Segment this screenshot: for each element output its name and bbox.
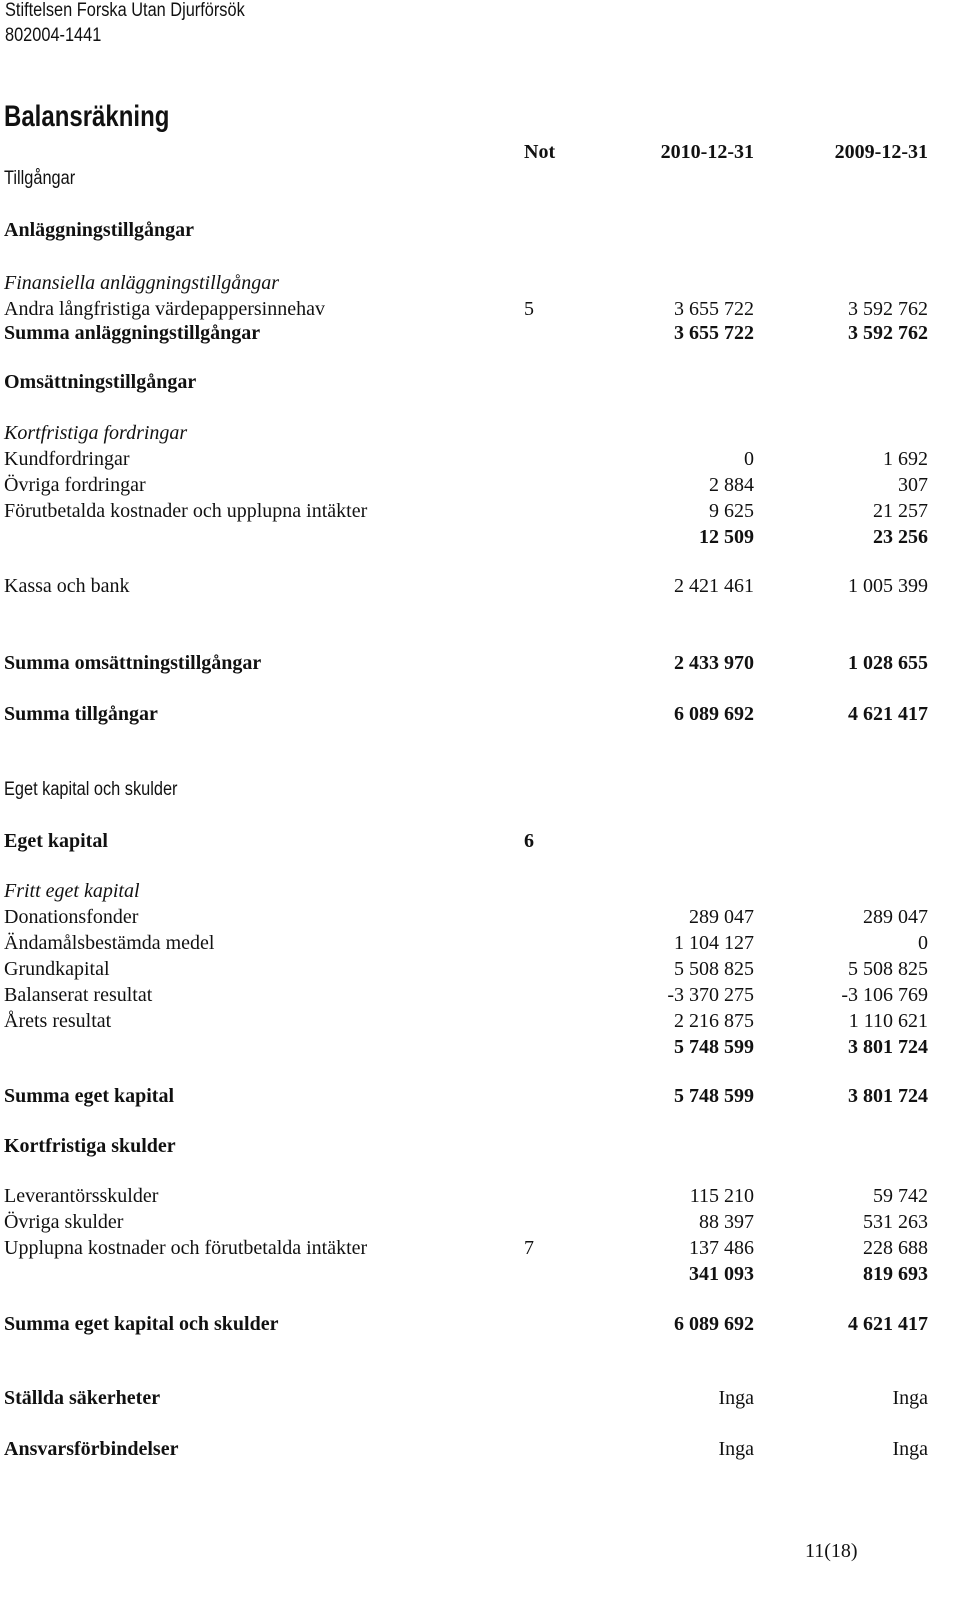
table-row <box>0 166 960 192</box>
row-label: Kortfristiga fordringar <box>4 422 188 444</box>
value-2009: 3 592 762 <box>848 322 928 344</box>
value-2010: 88 397 <box>699 1211 754 1233</box>
row-label: Ansvarsförbindelser <box>4 1438 179 1460</box>
table-row <box>0 1385 960 1411</box>
table-row <box>0 270 960 296</box>
table-row <box>0 982 960 1008</box>
table-row <box>0 1209 960 1235</box>
organization-number: 802004-1441 <box>5 25 102 46</box>
row-label: Fritt eget kapital <box>4 880 140 902</box>
table-row <box>0 650 960 676</box>
value-2010: 0 <box>744 448 754 470</box>
value-2010: 9 625 <box>709 500 754 522</box>
row-label: Summa eget kapital <box>4 1085 174 1107</box>
table-row <box>0 369 960 395</box>
table-row <box>0 573 960 599</box>
row-label: Eget kapital och skulder <box>4 779 178 800</box>
row-label: Balanserat resultat <box>4 984 153 1006</box>
value-2010: 2 433 970 <box>674 652 754 674</box>
value-2009: 23 256 <box>873 526 928 548</box>
value-2010: 341 093 <box>689 1263 754 1285</box>
table-row <box>0 420 960 446</box>
value-2009: 3 801 724 <box>848 1036 928 1058</box>
row-label: Övriga fordringar <box>4 474 146 496</box>
organization-name: Stiftelsen Forska Utan Djurförsök <box>5 0 245 21</box>
value-2009: 0 <box>918 932 928 954</box>
table-row <box>0 1008 960 1034</box>
value-2010: -3 370 275 <box>667 984 754 1006</box>
row-label: Övriga skulder <box>4 1211 124 1233</box>
value-2009: 21 257 <box>873 500 928 522</box>
page-title: Balansräkning <box>4 100 170 133</box>
value-2009: 4 621 417 <box>848 703 928 725</box>
value-2009: 5 508 825 <box>848 958 928 980</box>
row-label: Leverantörsskulder <box>4 1185 159 1207</box>
value-2010: 3 655 722 <box>674 322 754 344</box>
table-row <box>0 320 960 346</box>
row-label: Ställda säkerheter <box>4 1387 161 1409</box>
table-row <box>0 1183 960 1209</box>
value-2009: 307 <box>898 474 928 496</box>
value-2009: Inga <box>892 1387 928 1409</box>
value-2010: 5 748 599 <box>674 1036 754 1058</box>
column-header-2009: 2009-12-31 <box>834 141 928 163</box>
value-2010: 12 509 <box>699 526 754 548</box>
table-row <box>0 1133 960 1159</box>
row-label: Summa omsättningstillgångar <box>4 652 262 674</box>
page-number: 11(18) <box>805 1540 858 1562</box>
table-row <box>0 956 960 982</box>
value-2010: 137 486 <box>689 1237 754 1259</box>
value-2009: 228 688 <box>863 1237 928 1259</box>
row-label: Förutbetalda kostnader och upplupna intäkter <box>4 500 368 522</box>
table-row <box>0 1034 960 1060</box>
value-2009: 289 047 <box>863 906 928 928</box>
row-label: Summa eget kapital och skulder <box>4 1313 279 1335</box>
row-label: Andra långfristiga värdepappersinnehav <box>4 298 325 320</box>
table-row <box>0 930 960 956</box>
value-2010: 5 748 599 <box>674 1085 754 1107</box>
table-row <box>0 777 960 803</box>
value-2009: 3 801 724 <box>848 1085 928 1107</box>
table-row <box>0 217 960 243</box>
value-2010: 6 089 692 <box>674 703 754 725</box>
table-row <box>0 1261 960 1287</box>
value-2010: 289 047 <box>689 906 754 928</box>
table-row <box>0 524 960 550</box>
table-row <box>0 828 960 854</box>
row-label: Kortfristiga skulder <box>4 1135 176 1157</box>
table-row <box>0 498 960 524</box>
row-label: Kassa och bank <box>4 575 130 597</box>
row-note: 5 <box>524 298 534 320</box>
row-label: Summa tillgångar <box>4 703 158 725</box>
value-2010: 2 216 875 <box>674 1010 754 1032</box>
value-2010: 1 104 127 <box>674 932 754 954</box>
value-2009: 1 005 399 <box>848 575 928 597</box>
row-note: 7 <box>524 1237 534 1259</box>
value-2009: -3 106 769 <box>841 984 928 1006</box>
table-row <box>0 472 960 498</box>
table-row <box>0 878 960 904</box>
value-2009: 531 263 <box>863 1211 928 1233</box>
value-2009: 819 693 <box>863 1263 928 1285</box>
table-row <box>0 1311 960 1337</box>
value-2010: 115 210 <box>689 1185 754 1207</box>
value-2009: Inga <box>892 1438 928 1460</box>
value-2010: 2 884 <box>709 474 754 496</box>
row-label: Summa anläggningstillgångar <box>4 322 261 344</box>
value-2009: 1 692 <box>883 448 928 470</box>
value-2010: Inga <box>718 1438 754 1460</box>
value-2009: 1 110 621 <box>848 1010 928 1032</box>
value-2009: 3 592 762 <box>848 298 928 320</box>
value-2010: 2 421 461 <box>674 575 754 597</box>
row-label: Donationsfonder <box>4 906 139 928</box>
value-2009: 4 621 417 <box>848 1313 928 1335</box>
row-label: Finansiella anläggningstillgångar <box>4 272 280 294</box>
row-note: 6 <box>524 830 534 852</box>
value-2010: 3 655 722 <box>674 298 754 320</box>
row-label: Kundfordringar <box>4 448 130 470</box>
column-header-row <box>0 139 960 165</box>
row-label: Eget kapital <box>4 830 108 852</box>
row-label: Tillgångar <box>4 168 76 189</box>
value-2010: 5 508 825 <box>674 958 754 980</box>
column-header-not: Not <box>524 141 556 163</box>
table-row <box>0 904 960 930</box>
table-row <box>0 701 960 727</box>
value-2010: 6 089 692 <box>674 1313 754 1335</box>
row-label: Anläggningstillgångar <box>4 219 195 241</box>
table-row <box>0 1083 960 1109</box>
row-label: Upplupna kostnader och förutbetalda intäkter <box>4 1237 368 1259</box>
column-header-2010: 2010-12-31 <box>660 141 754 163</box>
table-row <box>0 1235 960 1261</box>
value-2009: 59 742 <box>873 1185 928 1207</box>
row-label: Ändamålsbestämda medel <box>4 932 215 954</box>
value-2010: Inga <box>718 1387 754 1409</box>
row-label: Omsättningstillgångar <box>4 371 197 393</box>
value-2009: 1 028 655 <box>848 652 928 674</box>
row-label: Årets resultat <box>4 1010 112 1032</box>
row-label: Grundkapital <box>4 958 110 980</box>
table-row <box>0 446 960 472</box>
table-row <box>0 296 960 322</box>
table-row <box>0 1436 960 1462</box>
